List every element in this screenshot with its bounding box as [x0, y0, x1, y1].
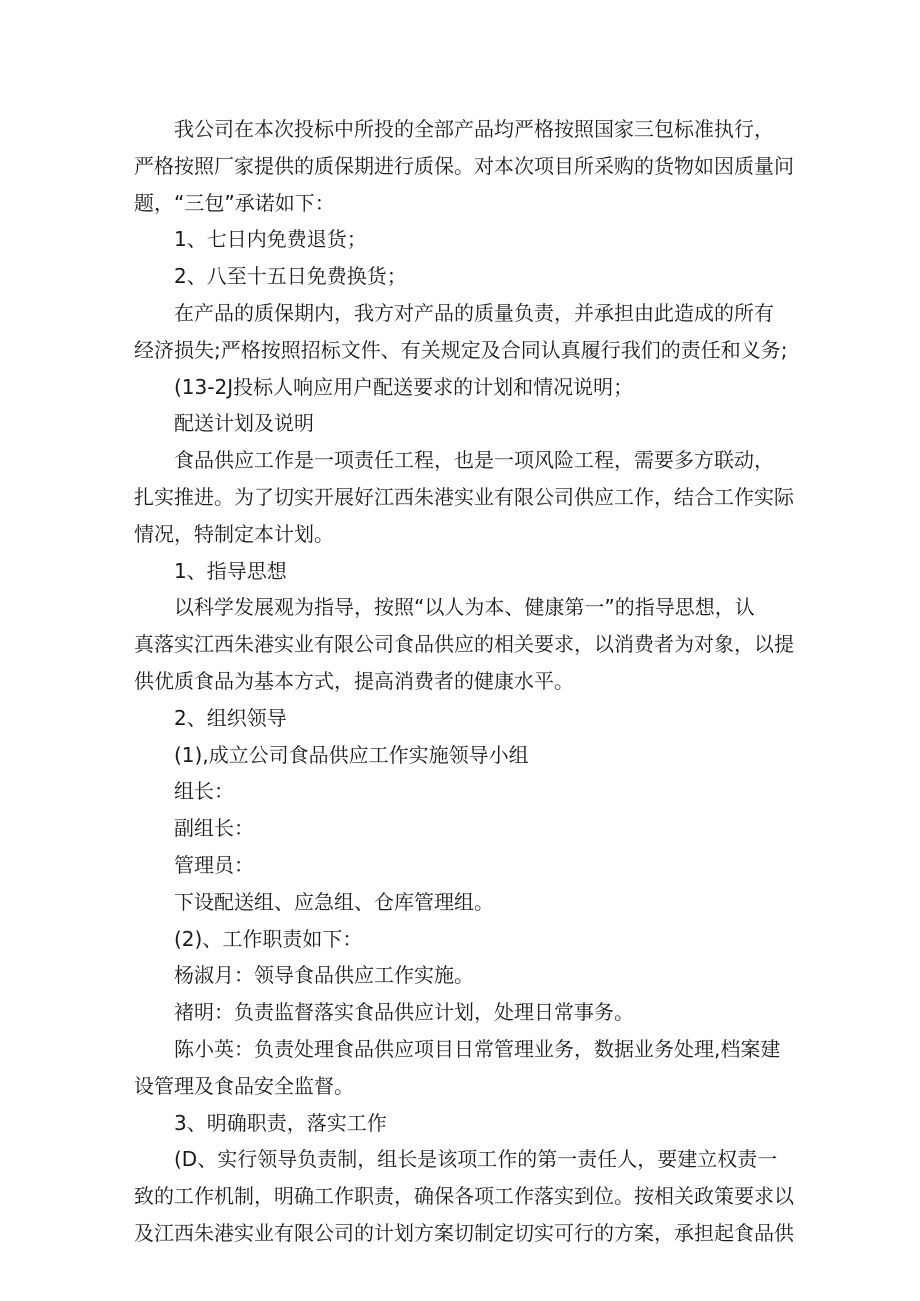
section-13-2: (13-2J投标人响应用户配送要求的计划和情况说明； [174, 374, 634, 399]
document-body [134, 111, 794, 1252]
duty-chen-line-2: 设管理及食品安全监督。 [134, 1073, 354, 1098]
food-supply-intro-line-2: 扎实推进。为了切实开展好江西朱港实业有限公司供应工作，结合工作实际 [134, 484, 794, 509]
warranty-intro-line-2: 严格按照厂家提供的质保期进行质保。对本次项目所采购的货物如因质量问 [134, 153, 794, 178]
duty-yang: 杨淑月：领导食品供应工作实施。 [174, 963, 474, 988]
leadership-responsibility-line-3: 及江西朱港实业有限公司的计划方案切制定切实可行的方案，承担起食品供 [134, 1220, 794, 1245]
guiding-thought-line-3: 供优质食品为基本方式，提高消费者的健康水平。 [134, 668, 574, 693]
promise-1: 1、七日内免费退货； [174, 227, 367, 252]
delivery-plan-title: 配送计划及说明 [174, 411, 314, 436]
heading-responsibilities: 3、明确职责，落实工作 [174, 1110, 387, 1135]
warranty-intro-line-3: 题，“三包”承诺如下： [134, 190, 335, 215]
org-deputy-leader: 副组长： [174, 816, 254, 841]
heading-guiding-thought: 1、指导思想 [174, 558, 287, 583]
guiding-thought-line-1: 以科学发展观为指导，按照“以人为本、健康第一”的指导思想，认 [174, 595, 755, 620]
leadership-responsibility-line-2: 致的工作机制，明确工作职责，确保各项工作落实到位。按相关政策要求以 [134, 1184, 794, 1209]
food-supply-intro-line-3: 情况，特制定本计划。 [134, 521, 334, 546]
org-item-1: (1),成立公司食品供应工作实施领导小组 [174, 742, 529, 767]
guiding-thought-line-2: 真落实江西朱港实业有限公司食品供应的相关要求，以消费者为对象，以提 [134, 632, 794, 657]
warranty-responsibility-line-1: 在产品的质保期内，我方对产品的质量负责，并承担由此造成的所有 [174, 300, 774, 325]
org-subgroups: 下设配送组、应急组、仓库管理组。 [174, 889, 494, 914]
promise-2: 2、八至十五日免费换货； [174, 264, 407, 289]
warranty-intro-line-1: 我公司在本次投标中所投的全部产品均严格按照国家三包标准执行， [174, 117, 774, 141]
org-leader: 组长： [174, 779, 234, 804]
food-supply-intro-line-1: 食品供应工作是一项责任工程，也是一项风险工程，需要多方联动， [174, 448, 774, 473]
duty-chu: 褚明：负责监督落实食品供应计划，处理日常事务。 [174, 1000, 634, 1025]
leadership-responsibility-line-1: (D、实行领导负责制，组长是该项工作的第一责任人，要建立权责一 [174, 1147, 778, 1172]
org-administrator: 管理员： [174, 852, 254, 877]
duty-chen-line-1: 陈小英：负责处理食品供应项目日常管理业务，数据业务处理,档案建 [174, 1036, 781, 1061]
warranty-responsibility-line-2: 经济损失;严格按照招标文件、有关规定及合同认真履行我们的责任和义务; [134, 337, 788, 362]
heading-organization: 2、组织领导 [174, 705, 287, 730]
org-item-2: (2)、工作职责如下： [174, 926, 363, 951]
